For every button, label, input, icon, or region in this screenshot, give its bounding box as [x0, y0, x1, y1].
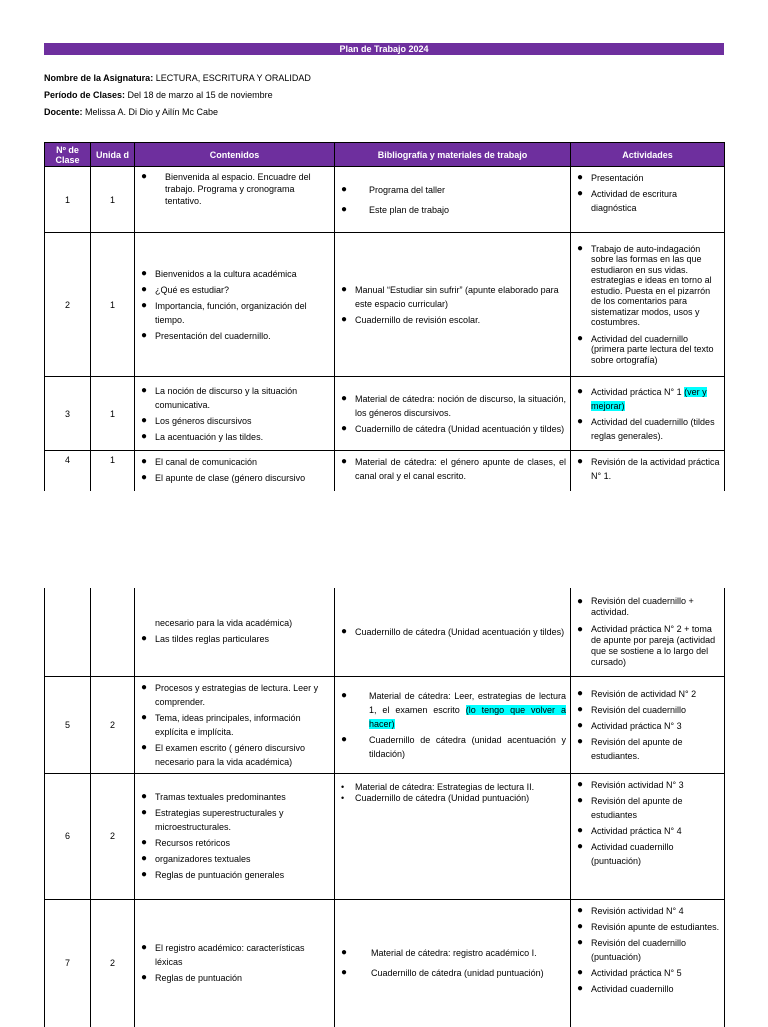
list-item: ● Estrategias superestructurales y microestructurales. — [139, 806, 330, 834]
list-item: ● Importancia, función, organización del tiempo. — [139, 299, 330, 327]
list-item: ● Actividad de escritura diagnóstica — [575, 187, 720, 215]
cell-bibliografia — [335, 233, 571, 377]
table-row — [45, 899, 725, 1027]
list-item: ● Actividad práctica N° 4 — [575, 824, 720, 838]
list-item: ● Material de cátedra: el género apunte de clases, el canal oral y el canal escrito. — [339, 455, 566, 483]
cell-contenidos — [135, 773, 335, 899]
cell-unidad: 1 — [91, 167, 135, 233]
cell-unidad — [91, 588, 135, 676]
cell-actividades — [571, 773, 725, 899]
highlighted-note: (ver y mejorar) — [591, 386, 707, 411]
list-item: ● El canal de comunicación — [139, 455, 330, 469]
cell-actividades — [571, 588, 725, 676]
meta-period: Período de Clases: Del 18 de marzo al 15 de noviembre — [44, 90, 273, 100]
list-item: ● Este plan de trabajo — [339, 203, 566, 217]
list-item: ● Presentación — [575, 171, 720, 185]
list-item: • Cuadernillo de cátedra (Unidad puntuación) — [339, 793, 566, 804]
list-item: ● Material de cátedra: noción de discurso, la situación, los géneros discursivos. — [339, 392, 566, 420]
cell-contenidos — [135, 233, 335, 377]
list-item: ● Cuadernillo de cátedra (Unidad acentuación y tildes) — [339, 422, 566, 436]
cell-bibliografia — [335, 588, 571, 676]
list-item: ● Las tildes reglas particulares — [139, 632, 330, 646]
list-item: ● Trabajo de auto-indagación sobre las formas en las que estudiaron en sus vidas. estrategias e ideas en torno al estudio. Puesta en el pizarrón de los comentarios para sistematizar modos, usos y costumbres. — [575, 244, 720, 328]
cell-actividades — [571, 167, 725, 233]
cell-bibliografia — [335, 676, 571, 773]
list-item: ● Reglas de puntuación — [139, 971, 330, 985]
list-item: ● Actividad cuadernillo (puntuación) — [575, 840, 720, 868]
list-item: ● Cuadernillo de cátedra (unidad puntuación) — [339, 966, 566, 980]
list-item: ● Material de cátedra: Leer, estrategias de lectura 1, el examen escrito (lo tengo que volver a hacer) — [339, 689, 566, 731]
list-item: ● Actividad práctica N° 1 (ver y mejorar) — [575, 385, 720, 413]
list-item: ● Material de cátedra: registro académico I. — [339, 946, 566, 960]
cell-contenidos — [135, 451, 335, 491]
list-item: ● Tema, ideas principales, información explícita e implícita. — [139, 711, 330, 739]
list-item: ● Actividad del cuadernillo (primera parte lectura del texto sobre ortografía) — [575, 334, 720, 366]
table-row — [45, 588, 725, 676]
list-item: ● El apunte de clase (género discursivo — [139, 471, 330, 485]
cell-clase: 6 — [45, 773, 91, 899]
cell-clase: 2 — [45, 233, 91, 377]
cell-contenidos — [135, 676, 335, 773]
list-item: ● Cuadernillo de cátedra (Unidad acentuación y tildes) — [339, 625, 566, 639]
list-item: ● Tramas textuales predominantes — [139, 790, 330, 804]
document-title: Plan de Trabajo 2024 — [44, 43, 724, 55]
cell-actividades — [571, 377, 725, 451]
list-item: ● Revisión actividad N° 4 — [575, 904, 720, 918]
table-row — [45, 377, 725, 451]
cell-clase — [45, 588, 91, 676]
cell-bibliografia — [335, 773, 571, 899]
table-row — [45, 676, 725, 773]
cell-unidad: 2 — [91, 773, 135, 899]
list-item: ● Revisión del cuadernillo — [575, 703, 720, 717]
list-item: ● Actividad práctica N° 2 + toma de apunte por pareja (actividad que se sostiene a lo largo del cursado) — [575, 624, 720, 668]
cell-actividades — [571, 451, 725, 491]
list-item: ● Actividad del cuadernillo (tildes reglas generales). — [575, 415, 720, 443]
list-item: ● Revisión del apunte de estudiantes — [575, 794, 720, 822]
list-item: ● La noción de discurso y la situación comunicativa. — [139, 384, 330, 412]
list-item: ● Actividad práctica N° 5 — [575, 966, 720, 980]
cell-contenidos — [135, 377, 335, 451]
table-row — [45, 451, 725, 491]
cell-contenidos — [135, 588, 335, 676]
table-row — [45, 233, 725, 377]
list-item: ● Presentación del cuadernillo. — [139, 329, 330, 343]
cell-clase: 3 — [45, 377, 91, 451]
list-item: ● Revisión de actividad N° 2 — [575, 687, 720, 701]
list-item: ● Actividad práctica N° 3 — [575, 719, 720, 733]
list-item: ● El registro académico: características léxicas — [139, 941, 330, 969]
list-item: ● Los géneros discursivos — [139, 414, 330, 428]
list-item: ● Revisión del cuadernillo + actividad. — [575, 596, 720, 618]
cell-clase: 7 — [45, 899, 91, 1027]
cell-actividades — [571, 899, 725, 1027]
highlighted-note: (lo tengo que volver a hacer) — [369, 704, 566, 729]
header-unidad: Unida d — [91, 143, 135, 167]
list-item: ● organizadores textuales — [139, 852, 330, 866]
cell-unidad: 1 — [91, 233, 135, 377]
list-item: ● Cuadernillo de revisión escolar. — [339, 313, 566, 327]
list-item: ● Manual “Estudiar sin sufrir” (apunte elaborado para este espacio curricular) — [339, 283, 566, 311]
table-row — [45, 773, 725, 899]
list-item: ● ¿Qué es estudiar? — [139, 283, 330, 297]
header-bibliografia: Bibliografía y materiales de trabajo — [335, 143, 571, 167]
list-item: ● Revisión actividad N° 3 — [575, 778, 720, 792]
cell-unidad: 2 — [91, 676, 135, 773]
list-item: ● Bienvenida al espacio. Encuadre del trabajo. Programa y cronograma tentativo. — [139, 171, 330, 207]
list-item: • Material de cátedra: Estrategias de lectura II. — [339, 782, 566, 793]
plan-table-page-2 — [44, 588, 725, 1027]
cell-contenidos — [135, 167, 335, 233]
cell-bibliografia — [335, 899, 571, 1027]
list-item: ● La acentuación y las tildes. — [139, 430, 330, 444]
cell-unidad: 2 — [91, 899, 135, 1027]
cell-bibliografia — [335, 167, 571, 233]
cell-actividades — [571, 676, 725, 773]
list-item: ● Programa del taller — [339, 183, 566, 197]
cell-actividades — [571, 233, 725, 377]
list-item: ● Recursos retóricos — [139, 836, 330, 850]
list-item: ● El examen escrito ( género discursivo necesario para la vida académica) — [139, 741, 330, 769]
cell-unidad: 1 — [91, 377, 135, 451]
table-row — [45, 167, 725, 233]
cell-bibliografia — [335, 377, 571, 451]
list-item: ● Cuadernillo de cátedra (unidad acentuación y tildación) — [339, 733, 566, 761]
list-item: ● Reglas de puntuación generales — [139, 868, 330, 882]
cell-contenidos — [135, 899, 335, 1027]
cell-clase: 1 — [45, 167, 91, 233]
list-item: ● Revisión del apunte de estudiantes. — [575, 735, 720, 763]
list-item: ● Procesos y estrategias de lectura. Leer y comprender. — [139, 681, 330, 709]
cell-bibliografia — [335, 451, 571, 491]
header-clase: Nº de Clase — [45, 143, 91, 167]
header-contenidos: Contenidos — [135, 143, 335, 167]
meta-teacher: Docente: Melissa A. Di Dio y Ailín Mc Cabe — [44, 107, 219, 117]
meta-subject: Nombre de la Asignatura: LECTURA, ESCRITURA Y ORALIDAD — [44, 73, 311, 83]
table-header-row — [45, 143, 725, 167]
list-item: ● Revisión apunte de estudiantes. — [575, 920, 720, 934]
list-item: ● Revisión del cuadernillo (puntuación) — [575, 936, 720, 964]
continued-text: necesario para la vida académica) — [155, 617, 293, 628]
cell-clase: 5 — [45, 676, 91, 773]
plan-table-page-1 — [44, 142, 725, 491]
list-item: ● Actividad cuadernillo — [575, 982, 720, 996]
list-item: ● Bienvenidos a la cultura académica — [139, 267, 330, 281]
cell-clase: 4 — [45, 451, 91, 491]
header-actividades: Actividades — [571, 143, 725, 167]
list-item: ● Revisión de la actividad práctica N° 1. — [575, 455, 720, 483]
cell-unidad: 1 — [91, 451, 135, 491]
